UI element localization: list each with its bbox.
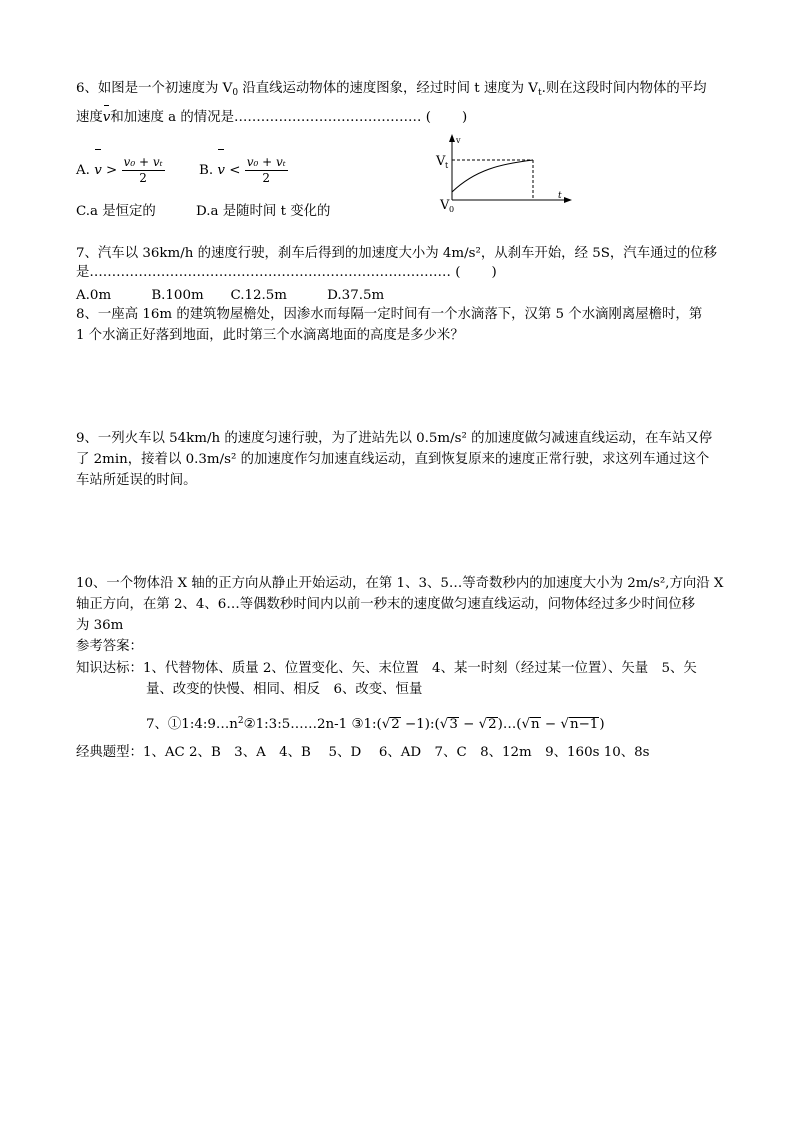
q7-options-text: A.0m B.100m C.12.5m D.37.5m: [76, 288, 385, 303]
knowledge-text-2: 量、改变的快慢、相同、相反 6、改变、恒量: [146, 682, 423, 697]
q7-line-1: [76, 245, 717, 263]
graph-x-label: t: [558, 191, 562, 201]
q10-text-2: 轴正方向，在第 2、4、6…等偶数秒时间内以前一秒末的速度做匀速直线运动，问物体经过多少时间位移: [76, 597, 695, 612]
option-b-denominator: 2: [262, 171, 271, 185]
graph-vt-label: V: [436, 154, 446, 169]
q8-text-2: 1 个水滴正好落到地面，此时第三个水滴离地面的高度是多少米？: [76, 328, 464, 343]
answers-knowledge-2: [146, 681, 422, 699]
classic-text: 经典题型：1、AC 2、B 3、A 4、B 5、D 6、AD 7、C 8、12m 9、160s 10、8s: [76, 745, 650, 760]
q10-line-1: [76, 575, 723, 593]
option-a-numerator: v₀ + vₜ: [123, 155, 163, 169]
q6-l2-text-a: 速度: [76, 110, 103, 125]
q8-line-1: [76, 306, 702, 324]
q6-text-b: 沿直线运动物体的速度图象，经过时间 t 速度为 V: [238, 81, 538, 96]
q9-line-2: [76, 451, 709, 469]
q9-text-1: 9、一列火车以 54km/h 的速度匀速行驶，为了进站先以 0.5m/s² 的加速度做匀减速直线运动，在车站又停: [76, 431, 713, 446]
q9-text-2: 了 2min，接着以 0.3m/s² 的加速度作匀加速直线运动，直到恢复原来的速度正常行驶，求这列车通过这个: [76, 452, 710, 467]
ratio-sup: 2: [237, 716, 244, 726]
sqrt-2b: 2: [488, 717, 497, 732]
graph-vt-sub: t: [445, 161, 449, 170]
q8-line-2: [76, 327, 464, 345]
q6-line-1: [76, 80, 707, 102]
q7-text-1: 7、汽车以 36km/h 的速度行驶，刹车后得到的加速度大小为 4m/s²，从刹车开始，经 5S，汽车通过的位移: [76, 246, 718, 261]
sqrt-2: 2: [391, 717, 400, 732]
sqrt-3: 3: [449, 717, 458, 732]
q10-text-1: 10、一个物体沿 X 轴的正方向从静止开始运动，在第 1、3、5…等奇数秒内的加速度大小为 2m/s²,方向沿 X: [76, 576, 724, 591]
ratio-b: ②1:3:5……2n-1 ③1:(: [243, 717, 382, 732]
ratio-a: 7、①1:4:9…n: [146, 717, 238, 732]
q9-line-3: [76, 472, 197, 490]
q6-text-a: 6、如图是一个初速度为 V: [76, 81, 233, 96]
ratio-e: )…(: [497, 717, 522, 732]
graph-v0-sub: 0: [449, 205, 455, 214]
knowledge-text-1: 知识达标：1、代替物体、质量 2、位置变化、矢、末位置 4、某一时刻（经过某一位置）、矢量 5、矢: [76, 661, 697, 676]
graph-x-arrow: [564, 197, 572, 203]
q6-option-d: [196, 203, 330, 221]
answers-knowledge-3: 7、$①1:4:9\dots n^2②1:3:5\dots\dots 2n-1$ ③1:(√2 −1):(√3 − √2)…(√n − √n−1): [146, 716, 605, 732]
q7-options: [76, 287, 384, 305]
graph-curve: [452, 160, 533, 192]
q10-text-3: 为 36m: [76, 618, 124, 633]
ratio-d: −: [458, 717, 479, 732]
ratio-g: ): [599, 717, 605, 732]
option-b-fraction: [245, 155, 288, 186]
answers-knowledge-1: [76, 660, 697, 678]
velocity-time-graph: [430, 130, 580, 220]
q10-line-2: [76, 596, 695, 614]
option-c-text: C.a 是恒定的: [76, 204, 156, 219]
q6-line-2: [76, 109, 467, 127]
q6-option-b: [199, 153, 288, 189]
option-a-label: A.: [76, 163, 90, 178]
q6-option-c: [76, 203, 156, 221]
option-b-v: v: [217, 153, 225, 189]
q6-sub-t: t: [537, 88, 542, 98]
option-a-fraction: [122, 155, 165, 186]
option-a-v: v: [94, 153, 102, 189]
q9-text-3: 车站所延误的时间。: [76, 473, 197, 488]
answers-heading: [76, 638, 143, 656]
ratio-f: −: [540, 717, 561, 732]
ratio-c: −1):(: [400, 717, 440, 732]
answers-heading-text: 参考答案：: [76, 639, 143, 654]
q6-text-c: .则在这段时间内物体的平均: [541, 81, 707, 96]
q8-text-1: 8、一座高 16m 的建筑物屋檐处，因渗水而每隔一定时间有一个水滴落下，汉第 5 个水滴刚离屋檐时，第: [76, 307, 703, 322]
q6-sub-0: 0: [232, 88, 239, 98]
option-d-text: D.a 是随时间 t 变化的: [196, 204, 331, 219]
q7-text-2: 是……………………………………………………………………… ( ): [76, 265, 497, 280]
q6-l2-text-b: 和加速度 a 的情况是…………………………………… ( ): [110, 110, 468, 125]
graph-v0-label: V: [440, 198, 450, 213]
graph-y-arrow: [449, 134, 455, 142]
option-b-label: B.: [199, 163, 214, 178]
option-a-rel: >: [106, 163, 118, 178]
option-b-numerator: v₀ + vₜ: [246, 155, 286, 169]
sqrt-n-1: n−1: [569, 717, 599, 732]
option-b-rel: <: [229, 163, 241, 178]
answers-classic: [76, 744, 650, 762]
q6-option-a: [76, 153, 165, 189]
q10-line-3: [76, 617, 123, 635]
q9-line-1: [76, 430, 712, 448]
option-a-denominator: 2: [139, 171, 147, 185]
q6-mean-v: v: [102, 110, 111, 125]
sqrt-n: n: [531, 717, 540, 732]
q7-line-2: [76, 264, 497, 282]
graph-y-label: v: [456, 136, 461, 145]
